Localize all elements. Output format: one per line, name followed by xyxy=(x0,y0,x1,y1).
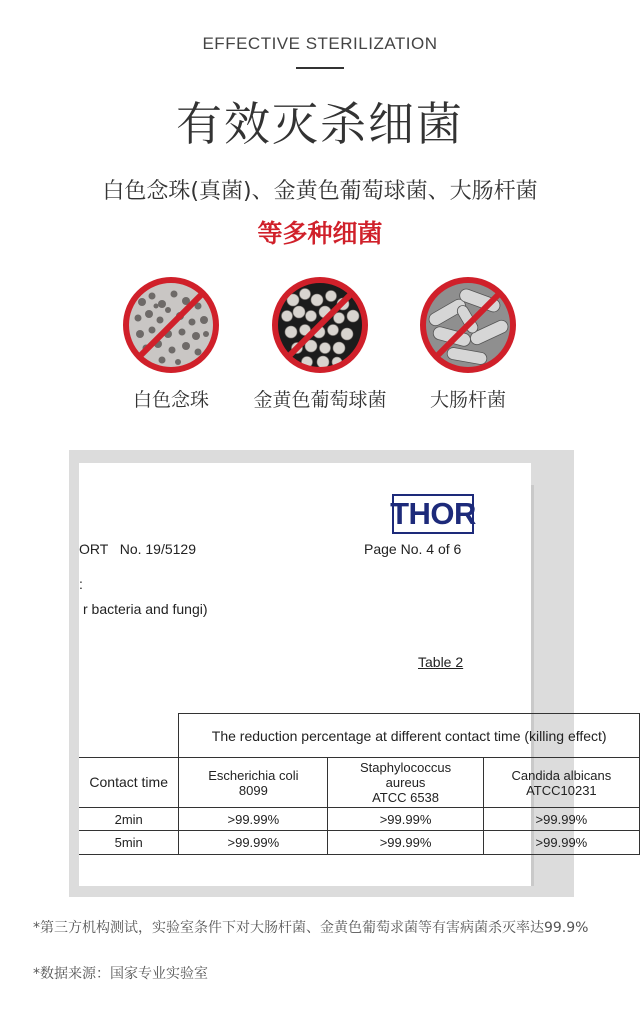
organism-name: Escherichia coli xyxy=(208,767,299,783)
time-cell: 2min xyxy=(79,808,179,831)
report-subtitle: r bacteria and fungi) xyxy=(83,601,208,617)
organism-name: Staphylococcus aureus xyxy=(360,760,452,790)
organism-header xyxy=(483,758,639,808)
footnote-data-source: *数据来源：国家专业实验室 xyxy=(33,966,208,982)
germ-label-e-coli: 大肠杆菌 xyxy=(429,389,506,411)
table-row xyxy=(79,808,640,831)
value-cell: >99.99% xyxy=(328,831,483,855)
organism-strain: ATCC10231 xyxy=(526,782,597,798)
time-cell: 5min xyxy=(79,831,179,855)
eyebrow-text: EFFECTIVE STERILIZATION xyxy=(202,34,438,53)
value-cell: >99.99% xyxy=(328,808,483,831)
highlight-line: 等多种细菌 xyxy=(257,219,383,248)
page-title: 有效灭杀细菌 xyxy=(176,97,464,151)
footnote-test-result: *第三方机构测试，实验室条件下对大肠杆菌、金黄色葡萄求菌等有害病菌杀灭率达99.9% xyxy=(33,920,589,936)
table-label: Table 2 xyxy=(418,654,464,670)
organism-strain: ATCC 6538 xyxy=(372,790,440,805)
table-header: The reduction percentage at different contact time (killing effect) xyxy=(179,714,640,758)
candida-prohibited-icon xyxy=(122,276,220,374)
results-table xyxy=(79,713,640,855)
e-coli-prohibited-icon xyxy=(419,276,517,374)
germ-label-staphylococcus: 金黄色葡萄球菌 xyxy=(253,389,387,411)
staphylococcus-prohibited-icon xyxy=(271,276,369,374)
thor-logo-text: THOR xyxy=(390,496,476,531)
organism-strain: 8099 xyxy=(238,782,268,798)
germ-label-candida: 白色念珠 xyxy=(132,389,209,411)
organism-name: Candida albicans xyxy=(511,767,612,783)
report-colon: : xyxy=(79,576,83,592)
subtitle-line: 白色念珠(真菌)、金黄色葡萄球菌、大肠杆菌 xyxy=(102,179,538,204)
report-page-number: Page No. 4 of 6 xyxy=(364,541,462,557)
value-cell: >99.99% xyxy=(483,808,639,831)
organism-header xyxy=(328,758,483,808)
organism-header xyxy=(179,758,328,808)
value-cell: >99.99% xyxy=(179,831,328,855)
eyebrow-divider xyxy=(296,67,344,69)
value-cell: >99.99% xyxy=(179,808,328,831)
thor-logo xyxy=(392,494,474,534)
report-number: ORT No. 19/5129 xyxy=(79,541,196,557)
value-cell: >99.99% xyxy=(483,831,639,855)
table-row xyxy=(79,831,640,855)
contact-time-header: Contact time xyxy=(79,758,179,808)
